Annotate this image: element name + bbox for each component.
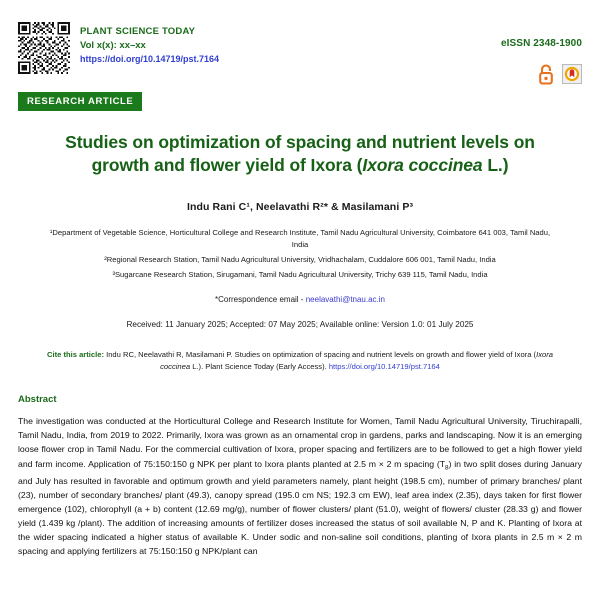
masthead-right bbox=[501, 22, 582, 85]
author-list: Indu Rani C¹, Neelavathi R²* & Masilamani P³ bbox=[186, 201, 414, 214]
journal-meta bbox=[80, 22, 219, 66]
citation-block bbox=[32, 349, 568, 373]
open-access-icon[interactable] bbox=[538, 63, 554, 85]
treatment-subscript: 8 bbox=[445, 464, 449, 472]
page-title bbox=[44, 131, 556, 177]
citation-text-after: L.). Plant Science Today (Early Access). bbox=[190, 361, 329, 371]
journal-name: PLANT SCIENCE TODAY bbox=[80, 26, 196, 37]
title-text-part1: Studies on optimization of spacing and nutrient levels on growth and flower yield of Ixora ( bbox=[65, 132, 535, 176]
affiliation-item: ³Sugarcane Research Station, Sirugamani, Tamil Nadu Agricultural University, Trichy 639 115, Tamil Nadu, India bbox=[112, 270, 488, 280]
abstract-heading: Abstract bbox=[18, 394, 57, 406]
correspondence-line bbox=[18, 295, 582, 304]
correspondence-label: *Correspondence email - bbox=[214, 294, 304, 304]
publication-dates: Received: 11 January 2025; Accepted: 07 May 2025; Available online: Version 1.0: 01 July 2025 bbox=[126, 319, 474, 329]
citation-doi-link[interactable]: https://doi.org/10.14719/pst.7164 bbox=[328, 361, 440, 371]
journal-doi-link[interactable]: https://doi.org/10.14719/pst.7164 bbox=[80, 53, 220, 64]
badge-group bbox=[501, 63, 582, 85]
article-type-badge: RESEARCH ARTICLE bbox=[18, 92, 142, 111]
journal-volume: Vol x(x): xx–xx bbox=[80, 39, 146, 51]
citation-text-before: Indu RC, Neelavathi R, Masilamani P. Studies on optimization of spacing and nutrient levels on growth and flower yield of Ixora ( bbox=[103, 349, 537, 359]
masthead bbox=[18, 0, 582, 85]
citation-species-name: Ixora coccinea bbox=[160, 349, 553, 371]
affiliation-item: ²Regional Research Station, Tamil Nadu Agricultural University, Vridhachalam, Cuddalore 606 001, Tamil Nadu, India bbox=[104, 254, 496, 264]
correspondence-email-link[interactable]: neelavathi@tnau.ac.in bbox=[305, 294, 386, 304]
qr-code-icon bbox=[18, 22, 70, 74]
affiliation-list bbox=[18, 227, 582, 281]
journal-logo-icon[interactable] bbox=[562, 64, 582, 84]
abstract-text bbox=[18, 414, 582, 558]
title-species-name: Ixora coccinea bbox=[362, 155, 483, 176]
title-text-part2: L.) bbox=[482, 155, 509, 176]
affiliation-item: ¹Department of Vegetable Science, Horticultural College and Research Institute, Tamil Nadu Agricultural University, Coimbatore 641 003, Tamil Nadu, India bbox=[49, 228, 551, 249]
eissn-label: eISSN 2348-1900 bbox=[500, 38, 582, 49]
cite-this-article-label: Cite this article: bbox=[47, 349, 104, 359]
abstract-paragraph-part2: ) in two split doses during January and July has resulted in favorable and optimum growth and yield parameters namely, plant height (198.5 cm), number of primary branches/ plant (23), number of secondary branches/ plant (49.3), canopy spread (195.0 cm NS; 192.3 cm EW), leaf area index (2.35), days taken for first flower emergence (102), chlorophyll (a + b) content (12.69 mg/g), number of flower clusters/ plant (51.0), weight of flowers/ cluster (28.33 g) and flower yield (1.439 kg /plant). The addition of increasing amounts of fertilizer doses increased the status of soil available N, P and K. Planting of Ixora at the wider spacing indicated a higher status of available K. Under sodic and non-saline soil conditions, planting of Ixora plants in 2.5 m × 2 m spacing and applying fertilizers at 75:150:150 g NPK/plant can bbox=[18, 458, 582, 557]
journal-logo-glyph bbox=[564, 66, 580, 82]
abstract-paragraph-part1: The investigation was conducted at the Horticultural College and Research Institute for Women, Tamil Nadu Agricultural University, Tiruchirapalli, Tamil Nadu, India, from 2019 to 2022. Primarily, Ixora was grown as an ornamental crop in gardens, parks and landscaping. Now it is an emerging loose flower crop in Tamil Nadu. For the commercial cultivation of Ixora, proper spacing and fertilizers are to be followed to get a high flower yield and farm income. Application of 75:150:150 g NPK per plant to Ixora plants planted at 2.5 m × 2 m spacing (T bbox=[18, 416, 582, 469]
